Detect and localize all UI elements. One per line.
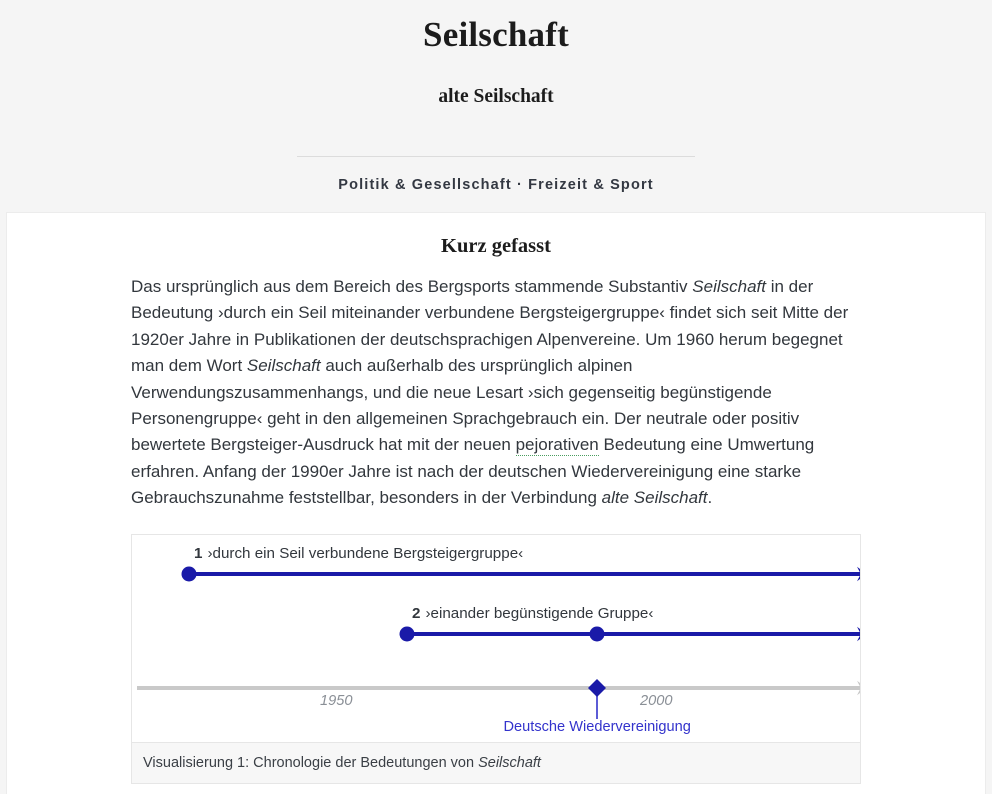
page-header <box>0 0 992 193</box>
article-body <box>7 213 985 784</box>
sense-text-1: ›durch ein Seil verbundene Bergsteigergruppe‹ <box>207 544 524 562</box>
summary-emphasis-3: alte Seilschaft <box>601 488 708 508</box>
figure-caption-emphasis: Seilschaft <box>478 754 541 771</box>
summary-text-3: auch außerhalb des ursprünglich alpinen Verwendungszusammenhangs, und die neue Lesart ›sich gegenseitig begünstigende Personengruppe‹ geht in den allgemeinen Sprachgebrauch ein. Der neutrale oder positiv bewertete Bergsteiger-Ausdruck hat mit der neuen <box>131 356 800 455</box>
year-label-1950: 1950 <box>320 692 353 709</box>
timeline-figure <box>131 534 861 784</box>
figure-caption <box>132 742 860 783</box>
figure-caption-prefix: Visualisierung 1: Chronologie der Bedeutungen von <box>143 754 479 771</box>
category-list: Politik & Gesellschaft · Freizeit & Sport <box>338 177 654 193</box>
sense-label-2 <box>412 605 653 622</box>
sense-number-2: 2 <box>412 604 421 622</box>
page-title: Seilschaft <box>423 15 569 54</box>
glossary-term-pejorativen[interactable]: pejorativen <box>515 435 599 455</box>
sense-label-1 <box>194 545 523 562</box>
header-divider-wrap <box>0 156 992 157</box>
summary-emphasis-1: Seilschaft <box>692 277 766 296</box>
sense-dot-1 <box>182 566 197 581</box>
sub-lemma: alte Seilschaft <box>438 86 554 107</box>
section-title: Kurz gefasst <box>441 235 551 257</box>
summary-text-1: Das ursprünglich aus dem Bereich des Bergsports stammende Substantiv <box>131 277 693 296</box>
summary-text-2: in der Bedeutung ›durch ein Seil miteinander verbundene Bergsteigergruppe‹ findet sich seit Mitte der 1920er Jahre in Publikationen der deutschsprachigen Alpenvereine. Um 1960 herum begegnet man dem Wort <box>131 277 849 376</box>
event-diamond <box>588 679 606 697</box>
sense-number-1: 1 <box>194 544 203 562</box>
timeline-svg <box>132 535 860 742</box>
header-divider <box>297 156 695 157</box>
summary-text-5: . <box>707 488 713 508</box>
sense-text-2: ›einander begünstigende Gruppe‹ <box>425 604 654 622</box>
timeline-visualisation <box>132 535 860 742</box>
year-label-2000: 2000 <box>640 692 673 709</box>
sense-dot-2 <box>590 626 605 641</box>
sense-dot-2 <box>400 626 415 641</box>
summary-emphasis-2: Seilschaft <box>246 356 321 376</box>
event-label[interactable]: Deutsche Wiedervereinigung <box>503 718 691 735</box>
summary-paragraph <box>131 274 861 512</box>
summary-text-4: Bedeutung eine Umwertung erfahren. Anfang der 1990er Jahre ist nach der deutschen Wiedervereinigung eine starke Gebrauchszunahme feststellbar, besonders in der Verbindung <box>131 435 815 508</box>
article-card <box>7 213 985 794</box>
